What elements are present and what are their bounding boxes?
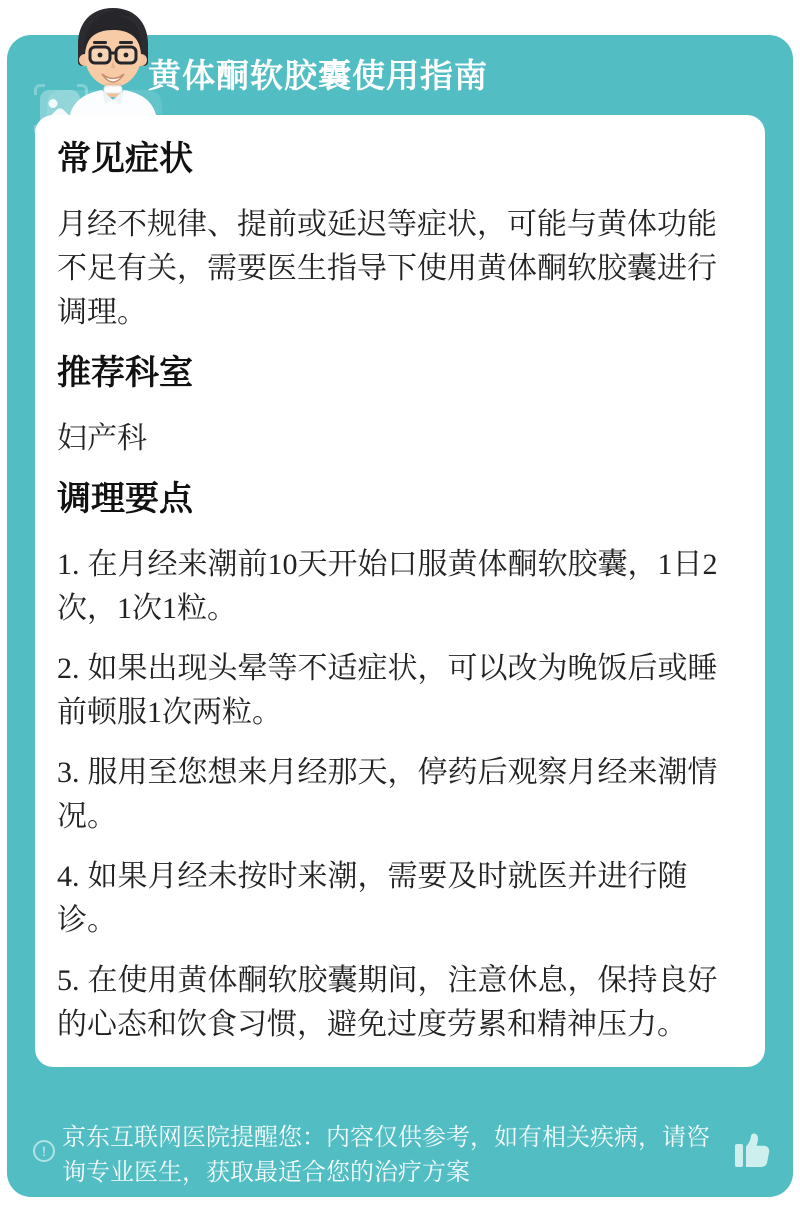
list-item-text: 在月经来潮前10天开始口服黄体酮软胶囊，1日2次，1次1粒。 — [57, 548, 718, 625]
list-item-number: 4. — [57, 860, 80, 893]
list-item-number: 1. — [57, 548, 80, 581]
section-body-department: 妇产科 — [57, 422, 147, 455]
list-item-text: 如果出现头晕等不适症状，可以改为晚饭后或睡前顿服1次两粒。 — [57, 652, 718, 729]
section-heading-symptoms: 常见症状 — [57, 140, 193, 178]
list-item — [57, 855, 743, 943]
alert-circle-icon: ! — [33, 1140, 55, 1162]
page-title: 黄体酮软胶囊使用指南 — [148, 57, 488, 94]
list-item-number: 5. — [57, 964, 80, 997]
content-card — [35, 115, 765, 1067]
footer-disclaimer-bar — [0, 1112, 800, 1197]
list-item-number: 2. — [57, 652, 80, 685]
list-item-text: 如果月经未按时来潮，需要及时就医并进行随诊。 — [57, 860, 688, 937]
list-item — [57, 647, 743, 735]
section-heading-key-points: 调理要点 — [57, 480, 193, 518]
list-item-number: 3. — [57, 756, 80, 789]
list-item — [57, 751, 743, 839]
list-item — [57, 543, 743, 631]
section-body-symptoms: 月经不规律、提前或延迟等症状，可能与黄体功能不足有关，需要医生指导下使用黄体酮软胶囊进行调理。 — [57, 208, 717, 329]
list-item — [57, 959, 743, 1047]
section-heading-department: 推荐科室 — [57, 354, 193, 392]
list-item-text: 服用至您想来月经那天，停药后观察月经来潮情况。 — [57, 756, 718, 833]
list-item-text: 在使用黄体酮软胶囊期间，注意休息，保持良好的心态和饮食习惯，避免过度劳累和精神压力。 — [57, 964, 718, 1041]
thumbs-up-icon[interactable] — [731, 1127, 775, 1171]
disclaimer-text: 京东互联网医院提醒您：内容仅供参考，如有相关疾病，请咨询专业医生，获取最适合您的治疗方案 — [62, 1124, 710, 1186]
